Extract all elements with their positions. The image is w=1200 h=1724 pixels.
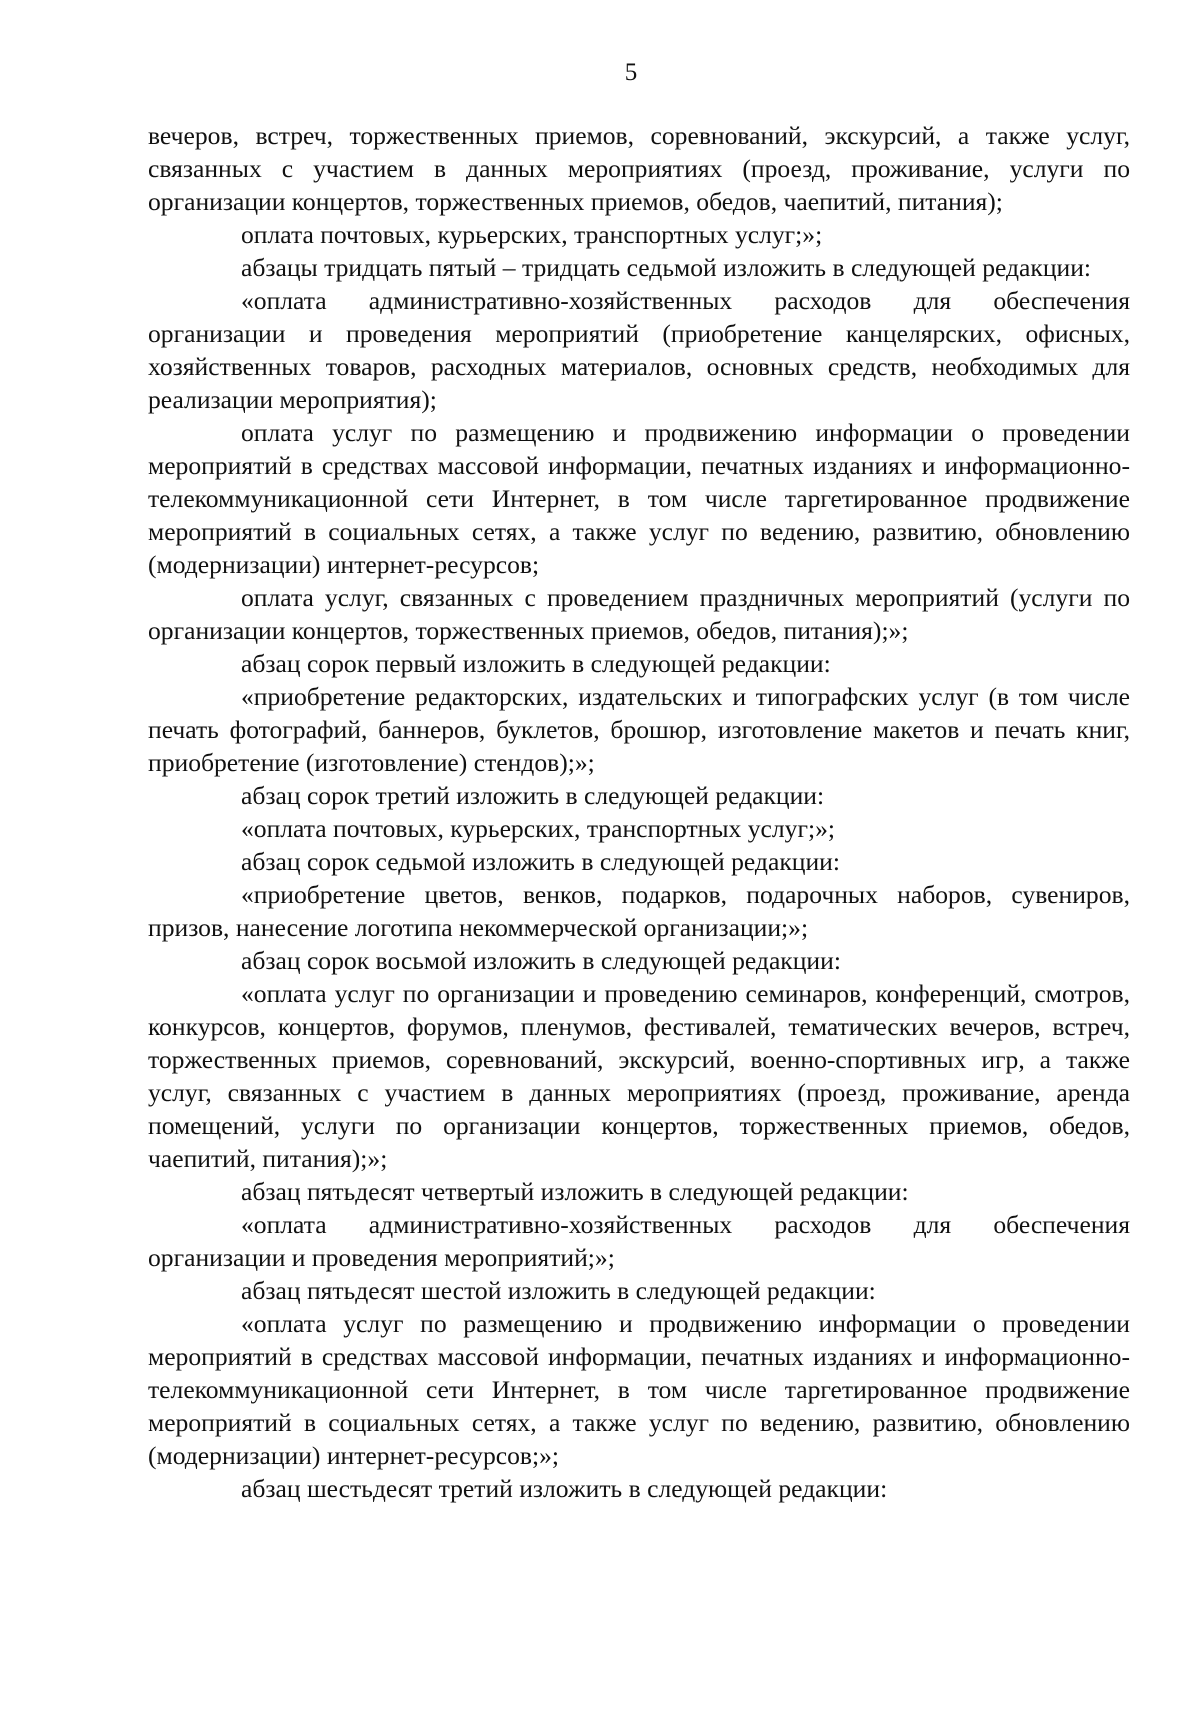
paragraph: абзац сорок первый изложить в следующей редакции: (241, 649, 831, 678)
paragraph: абзац шестьдесят третий изложить в следующей редакции: (241, 1474, 888, 1503)
paragraph: абзац сорок седьмой изложить в следующей редакции: (241, 847, 840, 876)
paragraph: «оплата услуг по организации и проведению семинаров, конференций, смотров, конкурсов, концертов, форумов, пленумов, фестивалей, тематических вечеров, встреч, торжественных приемов, соревнований, экскурсий, военно-спортивных игр, а также услуг, связанных с участием в данных мероприятиях (проезд, проживание, аренда помещений, услуги по организации концертов, торжественных приемов, обедов, чаепитий, питания);»; (148, 979, 1130, 1173)
paragraph: абзац пятьдесят шестой изложить в следующей редакции: (241, 1276, 876, 1305)
paragraph: «оплата административно-хозяйственных расходов для обеспечения организации и проведения мероприятий;»; (148, 1210, 1130, 1272)
paragraph: абзац сорок третий изложить в следующей редакции: (241, 781, 825, 810)
paragraph: «оплата почтовых, курьерских, транспортных услуг;»; (241, 814, 835, 843)
paragraph: абзац пятьдесят четвертый изложить в следующей редакции: (241, 1177, 909, 1206)
page-number: 5 (624, 59, 638, 86)
document-body (148, 119, 1130, 1505)
paragraph: абзац сорок восьмой изложить в следующей редакции: (241, 946, 841, 975)
paragraph: «приобретение редакторских, издательских и типографских услуг (в том числе печать фотографий, баннеров, буклетов, брошюр, изготовление макетов и печать книг, приобретение (изготовление) стендов);»; (148, 682, 1130, 777)
paragraph: оплата почтовых, курьерских, транспортных услуг;»; (241, 220, 823, 249)
paragraph: «оплата услуг по размещению и продвижению информации о проведении мероприятий в средствах массовой информации, печатных изданиях и информационно-телекоммуникационной сети Интернет, в том числе таргетированное продвижение мероприятий в социальных сетях, а также услуг по ведению, развитию, обновлению (модернизации) интернет-ресурсов;»; (148, 1309, 1130, 1470)
paragraph: абзацы тридцать пятый – тридцать седьмой изложить в следующей редакции: (241, 253, 1092, 282)
paragraph: вечеров, встреч, торжественных приемов, соревнований, экскурсий, а также услуг, связанных с участием в данных мероприятиях (проезд, проживание, услуги по организации концертов, торжественных приемов, обедов, чаепитий, питания); (148, 121, 1130, 216)
paragraph: «оплата административно-хозяйственных расходов для обеспечения организации и проведения мероприятий (приобретение канцелярских, офисных, хозяйственных товаров, расходных материалов, основных средств, необходимых для реализации мероприятия); (148, 286, 1130, 414)
paragraph: «приобретение цветов, венков, подарков, подарочных наборов, сувениров, призов, нанесение логотипа некоммерческой организации;»; (148, 880, 1130, 942)
paragraph: оплата услуг по размещению и продвижению информации о проведении мероприятий в средствах массовой информации, печатных изданиях и информационно-телекоммуникационной сети Интернет, в том числе таргетированное продвижение мероприятий в социальных сетях, а также услуг по ведению, развитию, обновлению (модернизации) интернет-ресурсов; (148, 418, 1130, 579)
paragraph: оплата услуг, связанных с проведением праздничных мероприятий (услуги по организации концертов, торжественных приемов, обедов, питания);»; (148, 583, 1130, 645)
